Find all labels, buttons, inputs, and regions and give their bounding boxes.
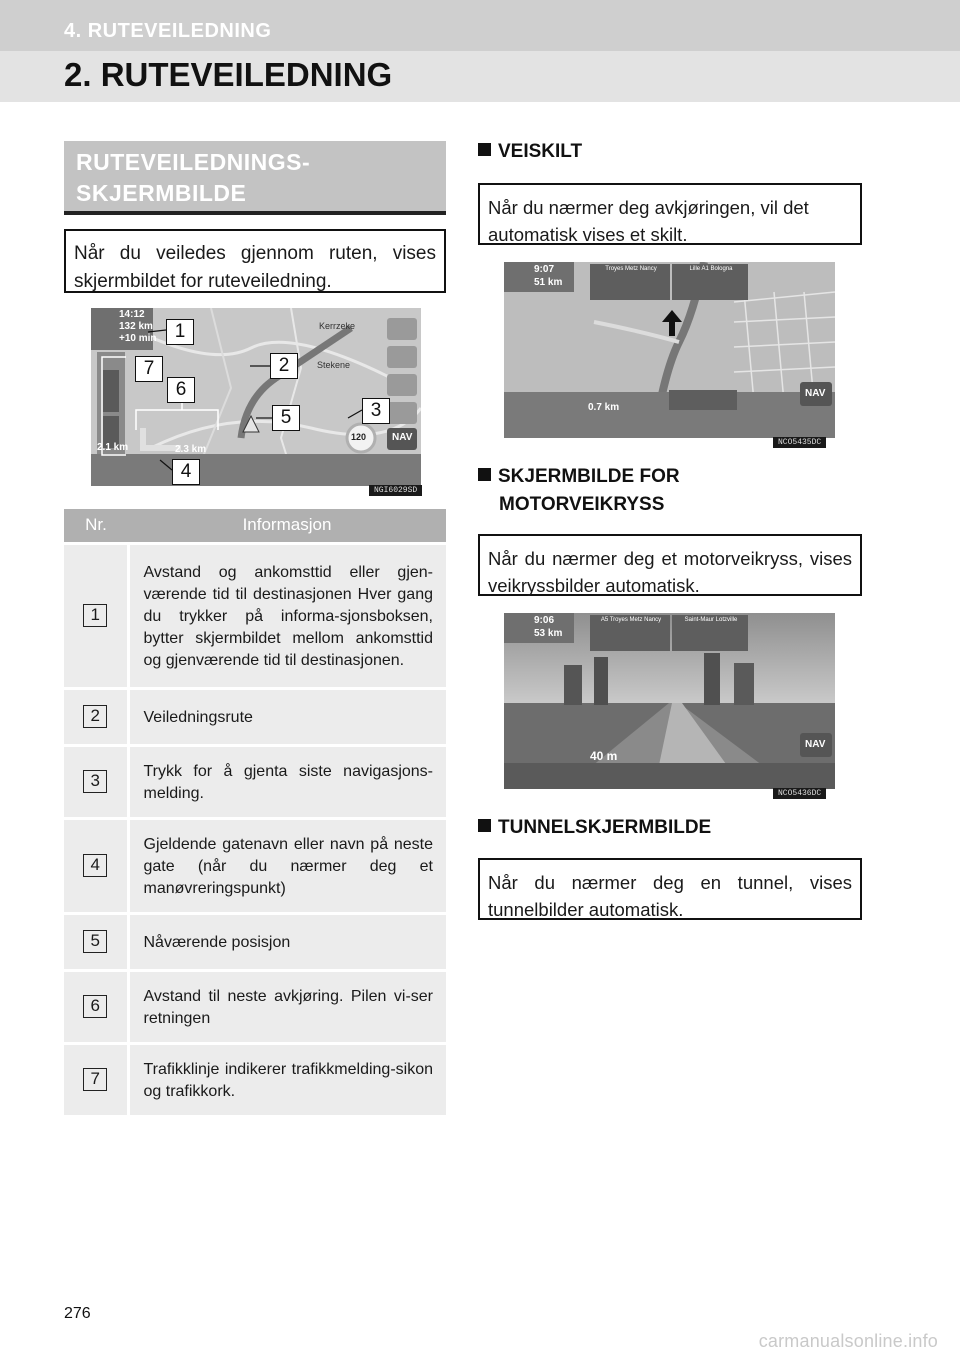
row-text: Nåværende posisjon	[128, 913, 446, 970]
veiskilt-nav-button: NAV	[805, 388, 826, 399]
bullet-square-icon	[478, 468, 491, 481]
veiskilt-distance: 51 km	[534, 277, 563, 288]
callout-6: 6	[167, 377, 195, 403]
sign-text-2: Lille A1 Bologna	[689, 266, 733, 272]
callout-3: 3	[362, 398, 390, 424]
table-row	[64, 913, 446, 970]
intro-box	[64, 229, 446, 293]
page-number: 276	[64, 1305, 91, 1322]
tunnel-heading: TUNNELSKJERMBILDE	[478, 814, 711, 842]
sign-text-1: Troyes Metz Nancy	[605, 266, 657, 272]
table-row	[64, 745, 446, 818]
callout-4: 4	[172, 459, 200, 485]
callout-7: 7	[135, 356, 163, 382]
table-row	[64, 688, 446, 745]
table-row	[64, 818, 446, 913]
screen-time: 14:12	[119, 309, 145, 320]
screen-delta: +10 min	[119, 333, 157, 344]
row-number: 7	[83, 1068, 107, 1091]
screen-top-distance: 2.1 km	[97, 442, 129, 453]
motorvei-screen-code: NCO5436DC	[773, 788, 826, 799]
screen-distance: 132 km	[119, 321, 153, 332]
intro-text: Når du veiledes gjennom ruten, vises skjermbildet for ruteveiledning.	[74, 243, 436, 292]
place-label-1: Kerrzeke	[319, 321, 356, 331]
callout-1: 1	[166, 319, 194, 345]
row-text: Gjeldende gatenavn eller navn på neste gate (når du nærmer deg et manøvreringspunkt)	[128, 818, 446, 913]
row-number: 2	[83, 705, 107, 728]
callout-2: 2	[270, 353, 298, 379]
row-text: Trafikklinje indikerer trafikkmelding-sikon og trafikkork.	[128, 1043, 446, 1115]
row-number: 3	[83, 770, 107, 793]
veiskilt-screen-code: NCO5435DC	[773, 437, 826, 448]
table-row	[64, 1043, 446, 1115]
watermark: carmanualsonline.info	[758, 1331, 938, 1351]
row-text: Avstand og ankomsttid eller gjen-værende tid til destinasjonen Hver gang du trykker på informa-sjonsboksen, bytter skjermbildet mellom ankomsttid og gjenværende tid til destinasjonen.	[128, 543, 446, 688]
speed-sign-value: 120	[351, 432, 367, 442]
veiskilt-screen	[504, 262, 835, 438]
callout-5: 5	[272, 405, 300, 431]
veiskilt-heading: VEISKILT	[478, 138, 582, 166]
veiskilt-map-graphic	[504, 262, 835, 438]
veiskilt-time: 9:07	[534, 264, 555, 275]
chapter-label: 4. RUTEVEILEDNING	[64, 20, 272, 42]
bullet-square-icon	[478, 819, 491, 832]
route-guidance-screen	[91, 308, 421, 486]
table-row	[64, 970, 446, 1043]
veiskilt-text: Når du nærmer deg avkjøringen, vil det automatisk vises et skilt.	[488, 197, 809, 245]
page-title: 2. RUTEVEILEDNING	[64, 56, 393, 93]
motorvei-box	[478, 534, 862, 596]
row-number: 6	[83, 995, 107, 1018]
row-text: Veiledningsrute	[128, 688, 446, 745]
motorvei-distance: 53 km	[534, 628, 563, 639]
bullet-square-icon	[478, 143, 491, 156]
screen-next-distance: 2.3 km	[175, 444, 207, 455]
tunnel-box	[478, 858, 862, 920]
section-heading-line1: RUTEVEILEDNINGS-	[76, 149, 311, 175]
col-nr-header: Nr.	[64, 509, 128, 543]
motorvei-time: 9:06	[534, 615, 555, 626]
nav-button: NAV	[392, 432, 413, 443]
row-number: 5	[83, 930, 107, 953]
junction-sign-text-1: A5 Troyes Metz Nancy	[600, 617, 662, 623]
junction-sign-text-2: Saint-Maur Lotzville	[684, 617, 738, 623]
col-info-header: Informasjon	[128, 509, 446, 543]
motorvei-screen	[504, 613, 835, 789]
tunnel-text: Når du nærmer deg en tunnel, vises tunnelbilder automatisk.	[488, 872, 852, 920]
row-number: 1	[83, 604, 107, 627]
motorvei-text: Når du nærmer deg et motorveikryss, vises veikryssbilder automatisk.	[488, 548, 852, 596]
motorvei-junction-graphic	[504, 613, 835, 789]
info-table	[64, 509, 446, 1115]
table-header-row	[64, 509, 446, 543]
section-heading-line2: SKJERMBILDE	[76, 180, 247, 206]
page-header	[0, 0, 960, 102]
veiskilt-box	[478, 183, 862, 245]
row-number: 4	[83, 854, 107, 877]
row-text: Trykk for å gjenta siste navigasjons-melding.	[128, 745, 446, 818]
veiskilt-exit-distance: 0.7 km	[588, 402, 620, 413]
screen-code: NGI6029SD	[369, 485, 422, 496]
motorvei-nav-button: NAV	[805, 739, 826, 750]
motorvei-heading: SKJERMBILDE FOR MOTORVEIKRYSS	[478, 463, 680, 519]
section-heading	[64, 141, 446, 215]
motorvei-junction-distance: 40 m	[590, 749, 618, 763]
row-text: Avstand til neste avkjøring. Pilen vi-ser retningen	[128, 970, 446, 1043]
table-row	[64, 543, 446, 688]
place-label-2: Stekene	[317, 360, 351, 370]
